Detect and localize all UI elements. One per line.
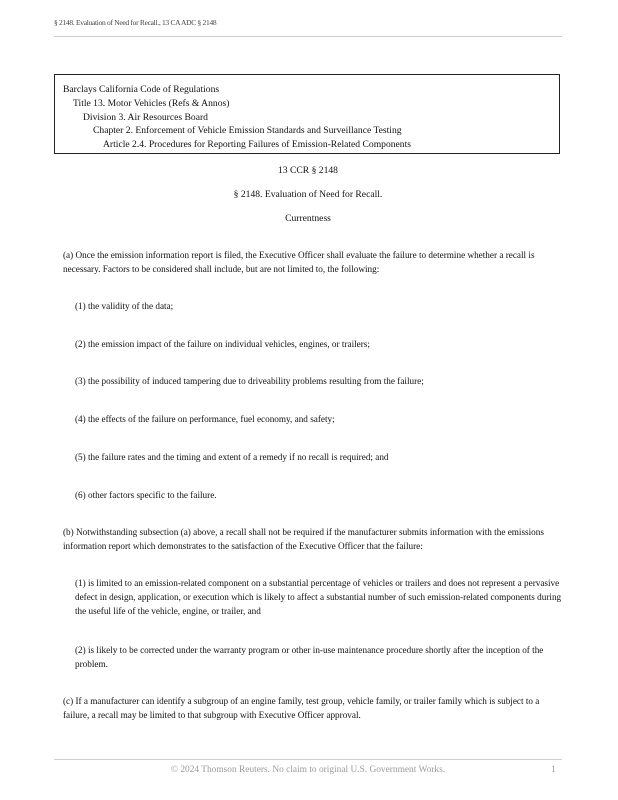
- list-item-a2: (2) the emission impact of the failure on individual vehicles, engines, or trailers;: [75, 339, 370, 349]
- citation-chapter[interactable]: Chapter 2. Enforcement of Vehicle Emission Standards and Surveillance Testing: [93, 125, 402, 137]
- list-item-b2: (2) is likely to be corrected under the warranty program or other in-use maintenance procedure shortly after the inception of the problem.: [75, 645, 544, 670]
- footer-copyright: © 2024 Thomson Reuters. No claim to original U.S. Government Works.: [170, 765, 446, 775]
- running-header: § 2148. Evaluation of Need for Recall., 13 CA ADC § 2148: [54, 18, 562, 37]
- paragraph-a: (a) Once the emission information report is filed, the Executive Officer shall evaluate the failure to determine whether a recall is necessary. Factors to be considered shall include, but are not limited to, the following:: [63, 250, 535, 275]
- list-item-b1: (1) is limited to an emission-related component on a substantial percentage of vehicles or trailers and does not represent a pervasive defect in design, application, or execution which is likely to affect a substantial number of such emission-related components during the useful life of the vehicle, engine, or trailer, and: [75, 578, 562, 617]
- paragraph-c: (c) If a manufacturer can identify a subgroup of an engine family, test group, vehicle family, or trailer family which is subject to a failure, a recall may be limited to that subgroup with Executive Officer approval.: [63, 696, 540, 721]
- list-item-a6: (6) other factors specific to the failure.: [75, 490, 217, 500]
- footer-divider: [54, 759, 562, 760]
- citation-source: Barclays California Code of Regulations: [63, 84, 220, 95]
- citation-title[interactable]: Title 13. Motor Vehicles (Refs & Annos): [73, 97, 230, 109]
- citation-article[interactable]: Article 2.4. Procedures for Reporting Failures of Emission-Related Components: [103, 139, 412, 151]
- list-item-a1: (1) the validity of the data;: [75, 301, 174, 311]
- section-code: 13 CCR § 2148: [278, 165, 338, 176]
- list-item-a4: (4) the effects of the failure on performance, fuel economy, and safety;: [75, 414, 335, 424]
- page-number: 1: [551, 765, 556, 775]
- currentness-link[interactable]: Currentness: [285, 213, 331, 224]
- list-item-a5: (5) the failure rates and the timing and extent of a remedy if no recall is required; and: [75, 452, 389, 462]
- citation-division[interactable]: Division 3. Air Resources Board: [83, 111, 208, 123]
- list-item-a3: (3) the possibility of induced tampering due to driveability problems resulting from the failure;: [75, 376, 424, 386]
- section-heading: § 2148. Evaluation of Need for Recall.: [233, 189, 383, 200]
- paragraph-b: (b) Notwithstanding subsection (a) above, a recall shall not be required if the manufacturer submits information with the emissions information report which demonstrates to the satisfaction of the Executive Officer that the failure:: [63, 527, 544, 552]
- citation-box: [54, 74, 560, 154]
